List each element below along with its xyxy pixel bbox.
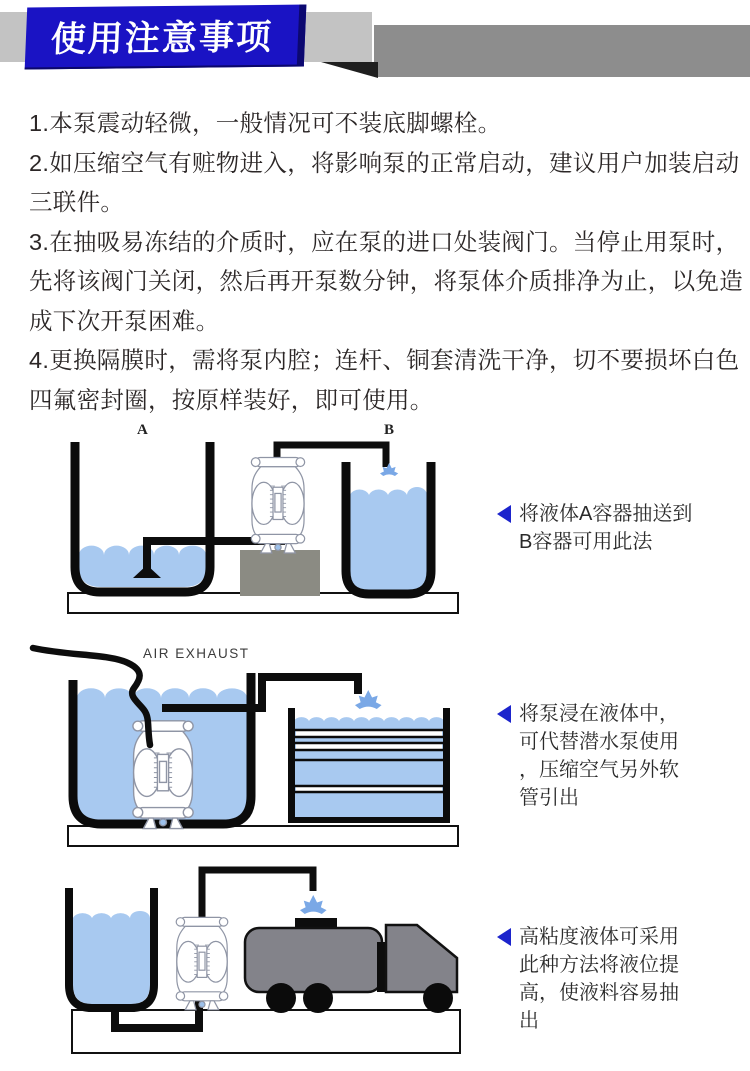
tank-right-bottom [288,817,450,823]
truck-wheel [303,983,333,1013]
diagram-truck-filling [0,858,490,1071]
annotation-line: 出 [519,1010,539,1032]
left-arrow-icon [497,505,511,523]
diagram-transfer-a-to-b [0,415,490,630]
annotation-line: B容器可用此法 [519,531,653,553]
container-b-label: B [384,422,395,438]
truck-wheel [423,983,453,1013]
header-ribbon-fold-shadow [321,62,378,78]
diaphragm-pump-icon [176,917,228,1009]
annotation-line: 此种方法将液位提 [519,954,679,976]
water-container-a [79,546,206,587]
precaution-line: 3.在抽吸易冻结的介质时，应在泵的进口处装阀门。当停止用泵时， [29,228,740,255]
tanker-truck-icon [245,918,457,1013]
precaution-line: 三联件。 [29,189,125,215]
precaution-line: 1.本泵震动轻微，一般情况可不装底脚螺栓。 [29,110,502,136]
precautions-text-block [29,104,741,420]
precaution-line: 先将该阀门关闭，然后再开泵数分钟，将泵体介质排净为止，以免造 [29,268,743,294]
air-exhaust-label: AIR EXHAUST [143,646,250,661]
truck-wheel [266,983,296,1013]
tank-right-wall-right [443,708,450,822]
left-arrow-icon [497,928,511,946]
annotation-transfer [497,500,697,556]
tank-right-wall-left [288,708,295,822]
annotation-line: 高，使液料容易抽 [519,982,679,1004]
diaphragm-pump-icon [133,721,193,829]
precaution-line: 4.更换隔膜时，需将泵内腔；连杆、铜套清洗干净，切不要损坏白色 [29,347,740,373]
striped-tank [288,708,450,823]
truck-tank [245,928,382,992]
diagram-submerged-pump [0,630,490,855]
annotation-line: 管引出 [519,787,579,809]
spray-icon [300,895,327,914]
precaution-line: 2.如压缩空气有赃物进入，将影响泵的正常启动，建议用户加装启动 [29,149,740,176]
precaution-line: 四氟密封圈，按原样装好，即可使用。 [29,386,434,413]
header-banner [25,5,307,70]
water-container-b [350,487,427,590]
diaphragm-pump-icon [251,457,304,552]
left-arrow-icon [497,705,511,723]
truck-cab [386,925,457,992]
precaution-line: 成下次开泵困难。 [29,307,220,334]
discharge-pipe [202,870,313,920]
pump-pedestal [240,550,320,596]
header-ribbon-dark [374,25,750,77]
water-container [73,911,150,1004]
annotation-line: 可代替潜水泵使用 [519,731,679,753]
annotation-line: ，压缩空气另外软 [519,759,679,781]
annotation-line: 将泵浸在液体中， [519,703,679,725]
annotation-submerged [497,700,697,812]
annotation-line: 高粘度液体可采用 [519,926,679,948]
annotation-line: 将液体A容器抽送到 [519,503,693,525]
base-platform [68,826,458,846]
container-a-label: A [137,422,148,438]
page-title: 使用注意事项 [50,17,274,60]
annotation-viscous [497,923,697,1035]
